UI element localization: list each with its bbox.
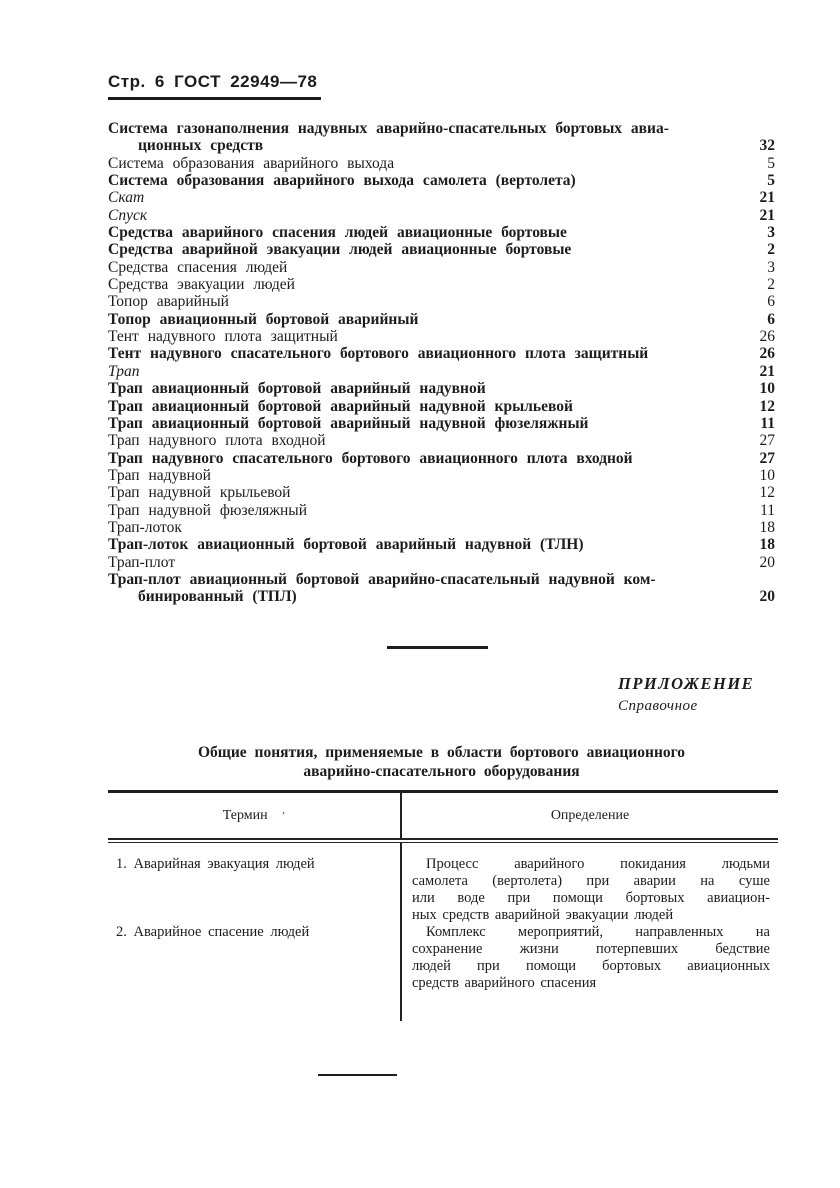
index-term xyxy=(108,224,737,241)
index-term-line: Скат xyxy=(108,189,145,207)
index-page-number: 5 xyxy=(767,154,775,172)
index-page-number: 27 xyxy=(759,432,775,450)
index-term xyxy=(108,467,737,484)
index-page-number: 6 xyxy=(767,310,775,328)
index-term-line: Система газонаполнения надувных аварийно-спасательных бортовых авиа- xyxy=(108,120,669,137)
index-page-number: 10 xyxy=(759,466,775,484)
index-term xyxy=(108,207,737,224)
table-header-definition: Определение xyxy=(550,807,630,823)
index-entry xyxy=(108,345,775,362)
section-title-line2: аварийно-спасательного оборудования xyxy=(303,762,580,780)
index-page-number: 18 xyxy=(759,536,775,554)
index-page-number: 26 xyxy=(759,328,775,346)
page-header-rule xyxy=(108,97,321,100)
index-entry xyxy=(108,536,775,553)
table-definition-line: Комплекс мероприятий, направленных на xyxy=(426,924,770,940)
index-entry xyxy=(108,224,775,241)
index-entry xyxy=(108,207,775,224)
index-entry xyxy=(108,484,775,501)
index-entry xyxy=(108,259,775,276)
appendix-title: ПРИЛОЖЕНИЕ xyxy=(618,674,755,693)
table-definition-line: самолета (вертолета) при аварии на суше xyxy=(412,873,770,889)
index-term xyxy=(108,345,737,362)
index-term xyxy=(108,120,737,155)
index-entry xyxy=(108,519,775,536)
index-page-number: 32 xyxy=(759,137,775,155)
index-term-line: Трап авиационный бортовой аварийный надувной крыльевой xyxy=(108,397,573,415)
index-term xyxy=(108,571,737,606)
index-term xyxy=(108,328,737,345)
table-definition-line: Процесс аварийного покидания людьми xyxy=(426,856,770,872)
index-entry xyxy=(108,311,775,328)
table-term-cell: 2. Аварийное спасение людей xyxy=(116,924,310,940)
index-page-number: 5 xyxy=(767,172,775,190)
index-term xyxy=(108,363,737,380)
index-term-line: Трап надувной фюзеляжный xyxy=(108,501,308,519)
section-title-line1: Общие понятия, применяемые в области бортового авиационного xyxy=(197,744,686,761)
index-term-line: Трап надувной крыльевой xyxy=(108,484,291,502)
index-term-line: Топор аварийный xyxy=(108,293,229,311)
index-term xyxy=(108,293,737,310)
index-term xyxy=(108,398,737,415)
index-term-line: Система образования аварийного выхода самолета (вертолета) xyxy=(108,172,576,190)
table-definition-line: ных средств аварийной эвакуации людей xyxy=(412,907,674,923)
index-page-number: 11 xyxy=(760,501,775,519)
table-body xyxy=(108,843,778,1021)
index-page-number: 10 xyxy=(759,380,775,398)
index-term xyxy=(108,502,737,519)
index-term xyxy=(108,241,737,258)
index-page-number: 21 xyxy=(759,362,775,380)
table-header-term-label: Термин xyxy=(222,807,268,823)
index-term xyxy=(108,172,737,189)
index-page-number: 3 xyxy=(767,258,775,276)
index-term-line: Тент надувного спасательного бортового авиационного плота защитный xyxy=(108,345,649,363)
index-term-line: Средства спасения людей xyxy=(108,258,288,276)
section-title xyxy=(108,744,775,781)
index-page-number: 20 xyxy=(759,553,775,571)
index-entry xyxy=(108,415,775,432)
index-page-number: 21 xyxy=(759,206,775,224)
index-term xyxy=(108,189,737,206)
index-term xyxy=(108,155,737,172)
index-page-number: 11 xyxy=(760,414,775,432)
index-page-number: 2 xyxy=(767,276,775,294)
index-term xyxy=(108,380,737,397)
index-term xyxy=(108,450,737,467)
index-page-number: 26 xyxy=(759,345,775,363)
appendix-block xyxy=(618,674,754,715)
index-term-line: Трап надувного плота входной xyxy=(108,432,326,450)
index-page-number: 20 xyxy=(759,588,775,606)
index-term-line: Трап авиационный бортовой аварийный надувной xyxy=(108,380,486,398)
index-term xyxy=(108,259,737,276)
index-list xyxy=(108,120,775,606)
index-entry xyxy=(108,241,775,258)
table-header-row xyxy=(108,793,778,838)
index-page-number: 3 xyxy=(767,224,775,242)
index-term-line: Трап авиационный бортовой аварийный надувной фюзеляжный xyxy=(108,414,589,432)
index-term-line: Тент надувного плота защитный xyxy=(108,328,338,346)
index-entry xyxy=(108,189,775,206)
index-entry xyxy=(108,571,775,606)
index-entry xyxy=(108,502,775,519)
index-term-line: ционных средств xyxy=(138,137,264,155)
index-term xyxy=(108,311,737,328)
table-definition-line: или воде при помощи бортовых авиацион- xyxy=(412,890,770,906)
index-page-number: 27 xyxy=(759,449,775,467)
index-term xyxy=(108,519,737,536)
index-term-line: Средства эвакуации людей xyxy=(108,276,295,294)
index-entry xyxy=(108,363,775,380)
section-divider xyxy=(387,646,488,649)
table-term-cell: 1. Аварийная эвакуация людей xyxy=(116,856,315,872)
index-entry xyxy=(108,276,775,293)
index-term xyxy=(108,276,737,293)
index-entry xyxy=(108,328,775,345)
index-entry xyxy=(108,380,775,397)
table-definition-column xyxy=(402,843,778,1021)
index-entry xyxy=(108,293,775,310)
index-page-number: 6 xyxy=(767,293,775,311)
index-page-number: 18 xyxy=(759,518,775,536)
index-term-line: Система образования аварийного выхода xyxy=(108,154,395,172)
index-term-line: Средства аварийной эвакуации людей авиационные бортовые xyxy=(108,241,572,259)
index-term-line: Трап xyxy=(108,362,140,380)
table-definition-line: средств аварийного спасения xyxy=(412,975,597,991)
index-term xyxy=(108,432,737,449)
appendix-subtitle: Справочное xyxy=(618,698,698,714)
index-term xyxy=(108,536,737,553)
index-page-number: 12 xyxy=(759,397,775,415)
index-term xyxy=(108,554,737,571)
index-term-line: Топор авиационный бортовой аварийный xyxy=(108,310,419,328)
index-entry xyxy=(108,432,775,449)
index-term-line: Трап-лоток xyxy=(108,518,182,536)
index-term-line: Трап-лоток авиационный бортовой аварийный надувной (ТЛН) xyxy=(108,536,584,554)
end-of-document-rule xyxy=(318,1074,397,1076)
index-term-line: Трап-плот авиационный бортовой аварийно-спасательный надувной ком- xyxy=(108,570,656,588)
index-entry xyxy=(108,450,775,467)
index-term-line: Трап надувного спасательного бортового авиационного плота входной xyxy=(108,449,633,467)
index-term xyxy=(108,415,737,432)
table-header-term xyxy=(108,793,402,838)
index-term-line: бинированный (ТПЛ) xyxy=(138,588,297,606)
index-term xyxy=(108,484,737,501)
table-term-column xyxy=(108,843,402,1021)
index-entry xyxy=(108,554,775,571)
index-entry xyxy=(108,398,775,415)
definitions-table xyxy=(108,790,778,1021)
table-definition-line: людей при помощи бортовых авиационных xyxy=(412,958,770,974)
index-entry xyxy=(108,120,775,155)
page-header: Стр. 6 ГОСТ 22949—78 xyxy=(108,72,318,91)
table-definition-line: сохранение жизни потерпевших бедствие xyxy=(412,941,770,957)
stray-mark: ’ xyxy=(281,809,286,822)
index-term-line: Средства аварийного спасения людей авиационные бортовые xyxy=(108,224,567,242)
index-page-number: 2 xyxy=(767,241,775,259)
index-term-line: Спуск xyxy=(108,206,148,224)
index-entry xyxy=(108,172,775,189)
index-entry xyxy=(108,467,775,484)
index-term-line: Трап-плот xyxy=(108,553,176,571)
index-page-number: 12 xyxy=(759,484,775,502)
index-page-number: 21 xyxy=(759,189,775,207)
index-term-line: Трап надувной xyxy=(108,466,211,484)
index-entry xyxy=(108,155,775,172)
